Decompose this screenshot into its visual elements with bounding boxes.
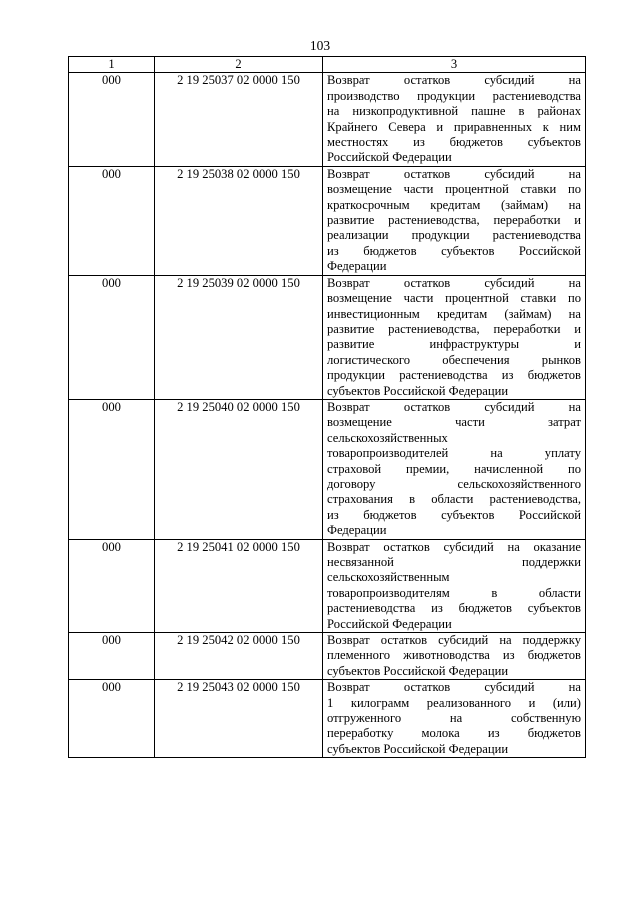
table-row xyxy=(69,275,586,399)
description-cell xyxy=(323,275,586,399)
table-body xyxy=(69,73,586,758)
budget-code-cell: 2 19 25037 02 0000 150 xyxy=(155,73,323,166)
budget-code-cell: 2 19 25042 02 0000 150 xyxy=(155,633,323,680)
description-line: растениеводства из бюджетов субъектов xyxy=(327,601,581,616)
page-number: 103 xyxy=(309,38,331,53)
table-row xyxy=(69,166,586,275)
description-line: Федерации xyxy=(327,523,387,538)
description-line: Возврат остатков субсидий на xyxy=(327,275,581,290)
header-row xyxy=(69,57,586,73)
description-line: несвязанной поддержки xyxy=(327,555,581,569)
description-line: краткосрочным кредитам (займам) на xyxy=(327,197,581,212)
description-line: племенного животноводства из бюджетов xyxy=(327,648,581,663)
description-line: логистического обеспечения рынков xyxy=(327,352,581,367)
budget-code-cell: 2 19 25041 02 0000 150 xyxy=(155,539,323,632)
description-line: развитие инфраструктуры и xyxy=(327,337,581,352)
description-line: Возврат остатков субсидий на xyxy=(327,399,581,414)
budget-code-cell: 2 19 25040 02 0000 150 xyxy=(155,399,323,539)
admin-code-cell: 000 xyxy=(69,539,155,632)
budget-code-cell: 2 19 25039 02 0000 150 xyxy=(155,275,323,399)
description-line: субъектов Российской Федерации xyxy=(327,741,509,756)
table-row xyxy=(69,539,586,632)
description-cell xyxy=(323,73,586,166)
budget-code-cell: 2 19 25043 02 0000 150 xyxy=(155,680,323,758)
description-line: возмещение части процентной ставки по xyxy=(327,291,581,306)
description-line: сельскохозяйственных xyxy=(327,430,448,445)
description-line: возмещение части затрат xyxy=(327,415,581,430)
description-line: Возврат остатков субсидий на xyxy=(327,166,581,181)
description-line: сельскохозяйственным xyxy=(327,570,450,585)
table-row xyxy=(69,633,586,680)
description-line: инвестиционным кредитам (займам) на xyxy=(327,306,581,321)
description-line: Возврат остатков субсидий на xyxy=(327,680,581,695)
admin-code-cell: 000 xyxy=(69,399,155,539)
admin-code-cell: 000 xyxy=(69,633,155,680)
description-line: товаропроизводителям в области xyxy=(327,585,581,600)
description-line: договору сельскохозяйственного xyxy=(327,476,581,491)
description-cell xyxy=(323,539,586,632)
admin-code-cell: 000 xyxy=(69,166,155,275)
description-line: Возврат остатков субсидий на поддержку xyxy=(327,633,581,648)
description-line: субъектов Российской Федерации xyxy=(327,383,509,398)
admin-code-cell: 000 xyxy=(69,73,155,166)
description-cell xyxy=(323,633,586,680)
table-row xyxy=(69,680,586,758)
table-row xyxy=(69,399,586,539)
description-line: развитие растениеводства, переработки и xyxy=(327,321,581,336)
description-line: возмещение части процентной ставки по xyxy=(327,182,581,197)
description-line: Возврат остатков субсидий на оказание xyxy=(327,539,581,554)
description-line: страховой премии, начисленной по xyxy=(327,461,581,476)
description-line: 1 килограмм реализованного и (или) xyxy=(327,695,581,710)
description-line: субъектов Российской Федерации xyxy=(327,663,509,678)
header-col-2: 2 xyxy=(155,57,323,73)
description-line: товаропроизводителей на уплату xyxy=(327,446,581,461)
admin-code-cell: 000 xyxy=(69,275,155,399)
description-cell xyxy=(323,166,586,275)
description-line: отгруженного на собственную xyxy=(327,711,581,726)
description-line: продукции растениеводства из бюджетов xyxy=(327,368,581,383)
description-line: реализации продукции растениеводства xyxy=(327,228,581,243)
description-cell xyxy=(323,399,586,539)
description-line: на низкопродуктивной пашне в районах xyxy=(327,104,581,119)
description-line: переработку молока из бюджетов xyxy=(327,726,581,741)
table-row xyxy=(69,73,586,166)
header-col-3: 3 xyxy=(323,57,586,73)
description-line: Российской Федерации xyxy=(327,616,452,631)
description-line: Российской Федерации xyxy=(327,150,452,165)
admin-code-cell: 000 xyxy=(69,680,155,758)
description-line: страхования в области растениеводства, xyxy=(327,492,581,507)
description-line: Возврат остатков субсидий на xyxy=(327,73,581,88)
description-cell xyxy=(323,680,586,758)
description-line: местностях из бюджетов субъектов xyxy=(327,135,581,150)
budget-codes-table xyxy=(68,56,586,758)
description-line: развитие растениеводства, переработки и xyxy=(327,213,581,228)
header-col-1: 1 xyxy=(69,57,155,73)
description-line: производство продукции растениеводства xyxy=(327,88,581,103)
budget-code-cell: 2 19 25038 02 0000 150 xyxy=(155,166,323,275)
description-line: из бюджетов субъектов Российской xyxy=(327,243,581,258)
description-line: из бюджетов субъектов Российской xyxy=(327,507,581,522)
description-line: Федерации xyxy=(327,259,387,274)
description-line: Крайнего Севера и приравненных к ним xyxy=(327,119,581,134)
